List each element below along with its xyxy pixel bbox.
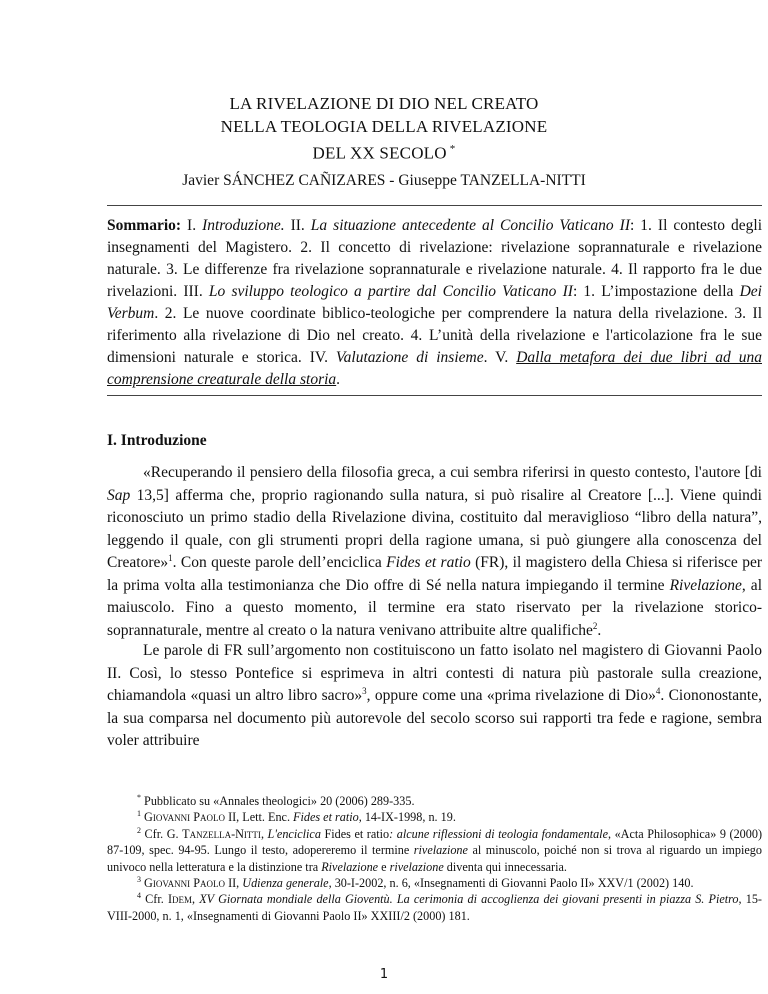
summary-text: : 1. L’impostazione della bbox=[572, 283, 740, 300]
summary-label: Sommario: bbox=[107, 217, 182, 234]
paragraph-text: , oppure come una «prima rivelazione di Dio» bbox=[366, 687, 656, 704]
footnote-author: Tanzella-Nitti bbox=[182, 826, 261, 841]
footnote-italic: rivelazione bbox=[413, 843, 468, 858]
paragraph-text: 13,5] afferma che, proprio ragionando sulla natura, si può risalire al Creatore [...]. Viene quindi riconosciuto un primo stadio della Rivelazione divina, costituito dal meraviglioso “libro della natura”, leggendo il quale, con gli strumenti propri della ragione umana, si può giungere alla conoscenza del Creatore» bbox=[107, 486, 762, 571]
footnote-mark: 3 bbox=[137, 874, 141, 884]
footnote-text: diventa qui innecessaria. bbox=[443, 859, 567, 874]
title-line-3-text: DEL XX SECOLO bbox=[312, 143, 447, 163]
footnote-text: , 30-I-2002, n. 6, «Insegnamenti di Giovanni Paolo II» XXV/1 (2002) 140. bbox=[328, 876, 694, 891]
footnote-text: Cfr. G. bbox=[141, 826, 183, 841]
title-line-3 bbox=[0, 138, 768, 165]
footnote-text: , bbox=[192, 892, 200, 907]
footnote-italic: L'enciclica bbox=[267, 826, 321, 841]
footnote-2 bbox=[107, 826, 762, 875]
section-heading: I. Introduzione bbox=[107, 432, 207, 449]
footnote-ref-3[interactable]: 3 bbox=[362, 685, 367, 696]
footnote-text: , «Acta Philosophica» 9 (2000) 87-109, spec. 94-95. Lungo il testo, adopereremo il termine bbox=[107, 826, 763, 858]
title-footnote-mark: * bbox=[449, 143, 456, 155]
summary-text: II. bbox=[284, 217, 311, 234]
summary-text: . 2. Le nuove coordinate biblico-teologiche per comprendere la natura della rivelazione. 3. Il riferimento alla rivelazione di Dio nel creato. 4. L’unità della rivelazione e l'articolazione fra le sue dimensioni naturale e storica. IV. bbox=[107, 305, 762, 366]
footnote-text: e bbox=[378, 859, 390, 874]
paragraph-text: . bbox=[597, 621, 602, 639]
paragraph-text: , al maiuscolo. Fino a questo momento, il termine era stato riservato per la rivelazione storico-soprannaturale, mentre al creato o la natura venivano attribuite altre qualifiche bbox=[107, 576, 762, 639]
footnote-3 bbox=[107, 875, 762, 891]
authors-line: Javier SÁNCHEZ CAÑIZARES - Giuseppe TANZELLA-NITTI bbox=[182, 172, 586, 189]
summary-italic: Dalla metafora dei due libri ad una comprensione creaturale della storia bbox=[107, 349, 762, 388]
summary-italic: Lo sviluppo teologico a partire dal Concilio Vaticano II bbox=[208, 283, 573, 300]
summary-text: I. bbox=[181, 217, 203, 234]
footnote-author: Giovanni Paolo bbox=[144, 810, 226, 825]
footnote-mark: 1 bbox=[137, 809, 141, 819]
summary-text: . V. bbox=[483, 349, 517, 366]
footnote-text: II, bbox=[225, 876, 243, 891]
summary-text: . bbox=[336, 371, 341, 388]
paragraph-italic: Fides et ratio bbox=[386, 554, 471, 571]
body-paragraph-2 bbox=[107, 640, 762, 753]
footnote-italic: XV Giornata mondiale della Gioventù. La cerimonia di accoglienza dei giovani presenti in piazza S. Pietro bbox=[199, 892, 739, 907]
summary-text: : 1. Il contesto degli insegnamenti del Magistero. 2. Il concetto di rivelazione: rivelazione soprannaturale e rivelazione naturale. 3. Le differenze fra rivelazione soprannaturale e rivelazione naturale. 4. Il rapporto fra le due rivelazioni. III. bbox=[107, 217, 763, 300]
summary-italic: La situazione antecedente al Concilio Vaticano II bbox=[310, 217, 630, 234]
footnote-italic: Rivelazione bbox=[321, 859, 379, 874]
body-paragraph-1 bbox=[107, 462, 762, 642]
summary-italic: Valutazione di insieme bbox=[335, 349, 484, 366]
footnote-text: , 14-IX-1998, n. 19. bbox=[358, 810, 456, 825]
footnote-ref-1[interactable]: 1 bbox=[168, 552, 173, 563]
footnotes bbox=[107, 793, 762, 924]
footnote-text: , 15-VIII-2000, n. 1, «Insegnamenti di Giovanni Paolo II» XXIII/2 (2000) 181. bbox=[107, 892, 762, 923]
footnote-italic: Fides et ratio bbox=[293, 810, 359, 825]
footnote-1 bbox=[107, 809, 762, 825]
footnote-italic: Udienza generale bbox=[242, 876, 329, 891]
title-line-2: NELLA TEOLOGIA DELLA RIVELAZIONE bbox=[220, 117, 548, 136]
footnote-text: Cfr. bbox=[141, 892, 168, 907]
summary-italic: Dei Verbum bbox=[107, 283, 762, 322]
footnote-text: Pubblicato su «Annales theologici» 20 (2006) 289-335. bbox=[141, 794, 415, 808]
footnote-text: al minuscolo, poiché non si trova al riguardo un impiego univoco nella letteratura e la distinzione tra bbox=[107, 843, 762, 874]
paragraph-text: (FR), il magistero della Chiesa si riferisce per la prima volta alla testimonianza che Dio offre di Sé nella natura impiegando il termine bbox=[107, 554, 762, 594]
footnote-mark: 4 bbox=[137, 891, 141, 901]
footnote-author: Giovanni Paolo bbox=[144, 876, 226, 891]
footnote-text: Fides et ratio bbox=[320, 826, 390, 841]
paragraph-text: «Recuperando il pensiero della filosofia greca, a cui sembra riferirsi in questo contesto, l'autore [di bbox=[143, 464, 762, 481]
footnote-star bbox=[107, 793, 762, 809]
paragraph-italic: Sap bbox=[107, 486, 131, 504]
footnote-text: II, Lett. Enc. bbox=[225, 810, 294, 825]
footnote-mark: * bbox=[137, 792, 141, 802]
paragraph-text: . Con queste parole dell’enciclica bbox=[172, 554, 387, 571]
footnote-4 bbox=[107, 891, 762, 924]
footnote-ref-2[interactable]: 2 bbox=[592, 620, 598, 631]
footnote-ref-4[interactable]: 4 bbox=[655, 685, 661, 696]
paragraph-text: Le parole di FR sull’argomento non costituiscono un fatto isolato nel magistero di Giovanni Paolo II. Così, lo stesso Pontefice si esprimeva in altri contesti di natura più pastorale sulla creazione, chiamandola «quasi un altro libro sacro» bbox=[107, 642, 762, 704]
summary-box bbox=[107, 205, 762, 396]
footnote-author: Idem bbox=[167, 892, 193, 907]
article-title bbox=[0, 92, 768, 165]
footnote-mark: 2 bbox=[137, 825, 141, 835]
title-line-1: LA RIVELAZIONE DI DIO NEL CREATO bbox=[229, 94, 539, 113]
paragraph-text: . Ciononostante, la sua comparsa nel documento più autorevole del secolo scorso sui rapporti tra fede e ragione, sembra voler attribuire bbox=[107, 687, 762, 749]
footnote-text: , bbox=[260, 826, 268, 841]
footnote-italic: : alcune riflessioni di teologia fondamentale bbox=[389, 826, 608, 841]
page-number: 1 bbox=[379, 967, 389, 982]
summary-italic: Introduzione. bbox=[202, 217, 285, 234]
paragraph-italic: Rivelazione bbox=[669, 576, 742, 594]
footnote-italic: rivelazione bbox=[389, 859, 444, 874]
